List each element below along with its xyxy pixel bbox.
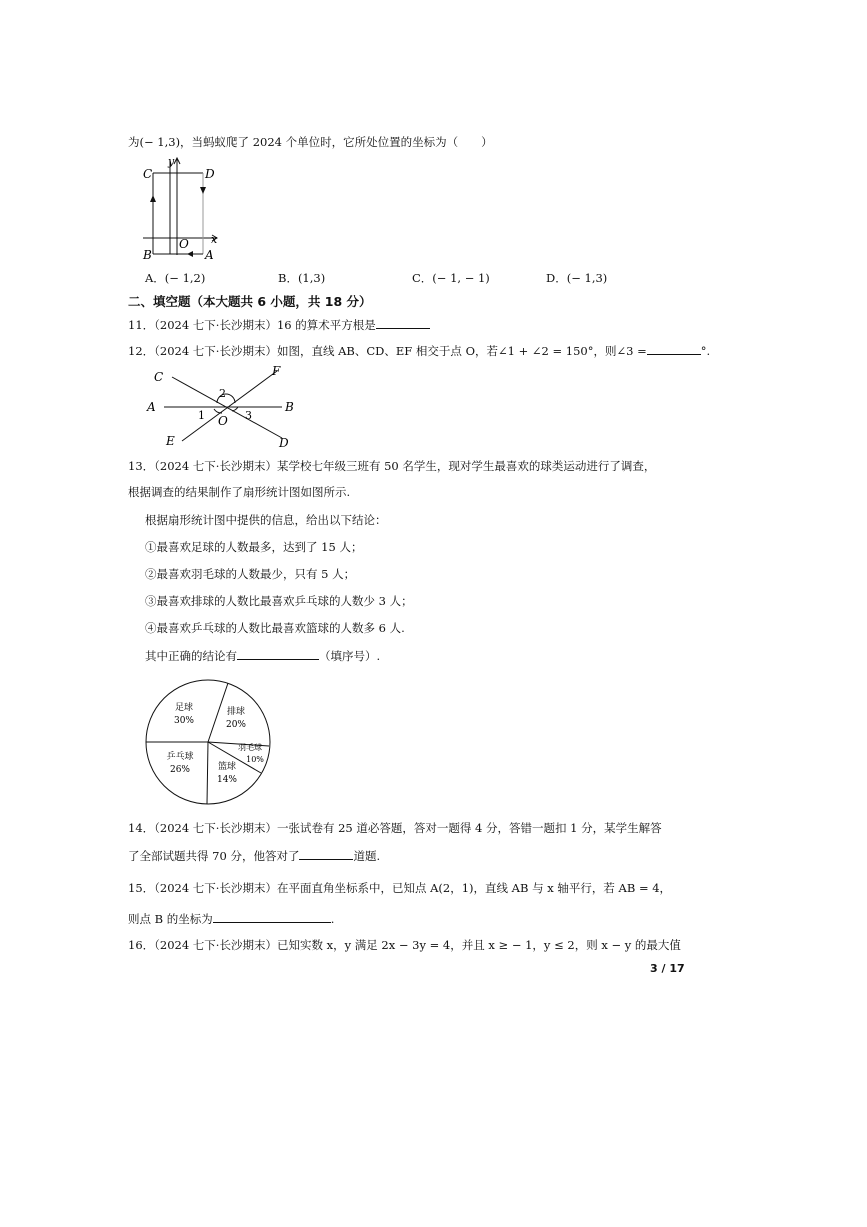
slice-badminton-name: 羽毛球 [238,743,262,752]
label-d: D [205,167,215,181]
label-y: y [168,155,175,168]
q14-suffix: 道题. [353,849,381,863]
slice-pingpong-name: 乒乓球 [166,752,194,762]
slice-volleyball-name: 排球 [226,707,246,717]
q10-option-a[interactable]: A．(− 1,2) [145,271,206,285]
q10-option-b[interactable]: B．(1,3) [278,271,326,285]
q12-answer-blank[interactable] [647,342,701,355]
page-number: 3 / 17 [650,962,685,975]
angle-2-label: 2 [219,387,226,400]
intersecting-lines-figure [142,363,307,455]
q13-intro: 根据扇形统计图中提供的信息，给出以下结论： [145,513,387,527]
q10-option-c[interactable]: C．(− 1, − 1) [412,271,490,285]
label-c: C [154,370,164,384]
q16-line1: 16．（2024 七下·长沙期末）已知实数 x，y 满足 2x − 3y = 4，并且 x ≥ − 1，y ≤ 2，则 x − y 的最大值 [128,938,681,952]
label-o: O [179,237,189,251]
label-o: O [218,414,228,428]
q14-line1: 14．（2024 七下·长沙期末）一张试卷有 25 道必答题，答对一题得 4 分，答错一题扣 1 分，某学生解答 [128,821,662,835]
q13-conclusion-1: ①最喜欢足球的人数最多，达到了 15 人； [145,540,363,554]
ant-path-figure [135,155,230,265]
q11-text: 11．（2024 七下·长沙期末）16 的算术平方根是 [128,318,376,332]
q11-answer-blank[interactable] [376,316,430,329]
q10-tail-text: 为(− 1,3)，当蚂蚁爬了 2024 个单位时，它所处位置的坐标为（ ） [128,135,493,149]
label-c: C [143,167,153,181]
q13-conclusion-2: ②最喜欢羽毛球的人数最少，只有 5 人； [145,567,356,581]
q11-line [128,316,430,333]
q15-suffix: . [330,912,335,926]
q12-text: 12．（2024 七下·长沙期末）如图，直线 AB、CD、EF 相交于点 O，若∠1 + ∠2 = 150°，则∠3 = [128,344,647,358]
q15-line2 [128,910,334,927]
q14-line2 [128,847,380,864]
label-x: x [211,233,218,246]
slice-badminton-percent: 10% [246,755,264,764]
angle-1-label: 1 [198,409,205,422]
q13-answer-blank[interactable] [237,647,319,660]
section-title-fill-blank: 二、填空题（本大题共 6 小题，共 18 分） [128,294,372,309]
slice-soccer-percent: 30% [173,716,195,726]
q13-line1: 13．（2024 七下·长沙期末）某学校七年级三班有 50 名学生，现对学生最喜欢的球类运动进行了调查， [128,459,656,473]
slice-pingpong-percent: 26% [169,765,191,775]
slice-volleyball-percent: 20% [225,720,247,730]
label-f: F [272,364,281,378]
label-a: A [205,248,214,262]
q13-line2: 根据调查的结果制作了扇形统计图如图所示. [128,485,351,499]
q13-answer-prefix: 其中正确的结论有 [145,649,237,663]
q15-text: 则点 B 的坐标为 [128,912,213,926]
label-d: D [279,436,289,450]
q13-conclusion-3: ③最喜欢排球的人数比最喜欢乒乓球的人数少 3 人； [145,594,413,608]
label-b: B [143,248,152,262]
label-b: B [285,400,294,414]
slice-basketball-percent: 14% [216,775,238,785]
slice-soccer-name: 足球 [174,703,194,713]
q13-conclusion-4: ④最喜欢乒乓球的人数比最喜欢篮球的人数多 6 人. [145,621,405,635]
pie-chart [140,676,280,808]
q15-line1: 15．（2024 七下·长沙期末）在平面直角坐标系中，已知点 A(2，1)，直线 AB 与 x 轴平行，若 AB = 4， [128,881,672,895]
q12-line [128,342,710,359]
angle-3-label: 3 [245,409,252,422]
q14-answer-blank[interactable] [299,847,353,860]
q13-answer-suffix: （填序号）. [319,649,381,663]
slice-basketball-name: 篮球 [217,762,237,772]
q12-degree-suffix: °. [700,344,711,358]
label-e: E [166,434,175,448]
q14-text: 了全部试题共得 70 分，他答对了 [128,849,300,863]
label-a: A [147,400,156,414]
q13-answer-line [145,647,380,664]
q15-answer-blank[interactable] [213,910,331,923]
q10-option-d[interactable]: D．(− 1,3) [546,271,608,285]
